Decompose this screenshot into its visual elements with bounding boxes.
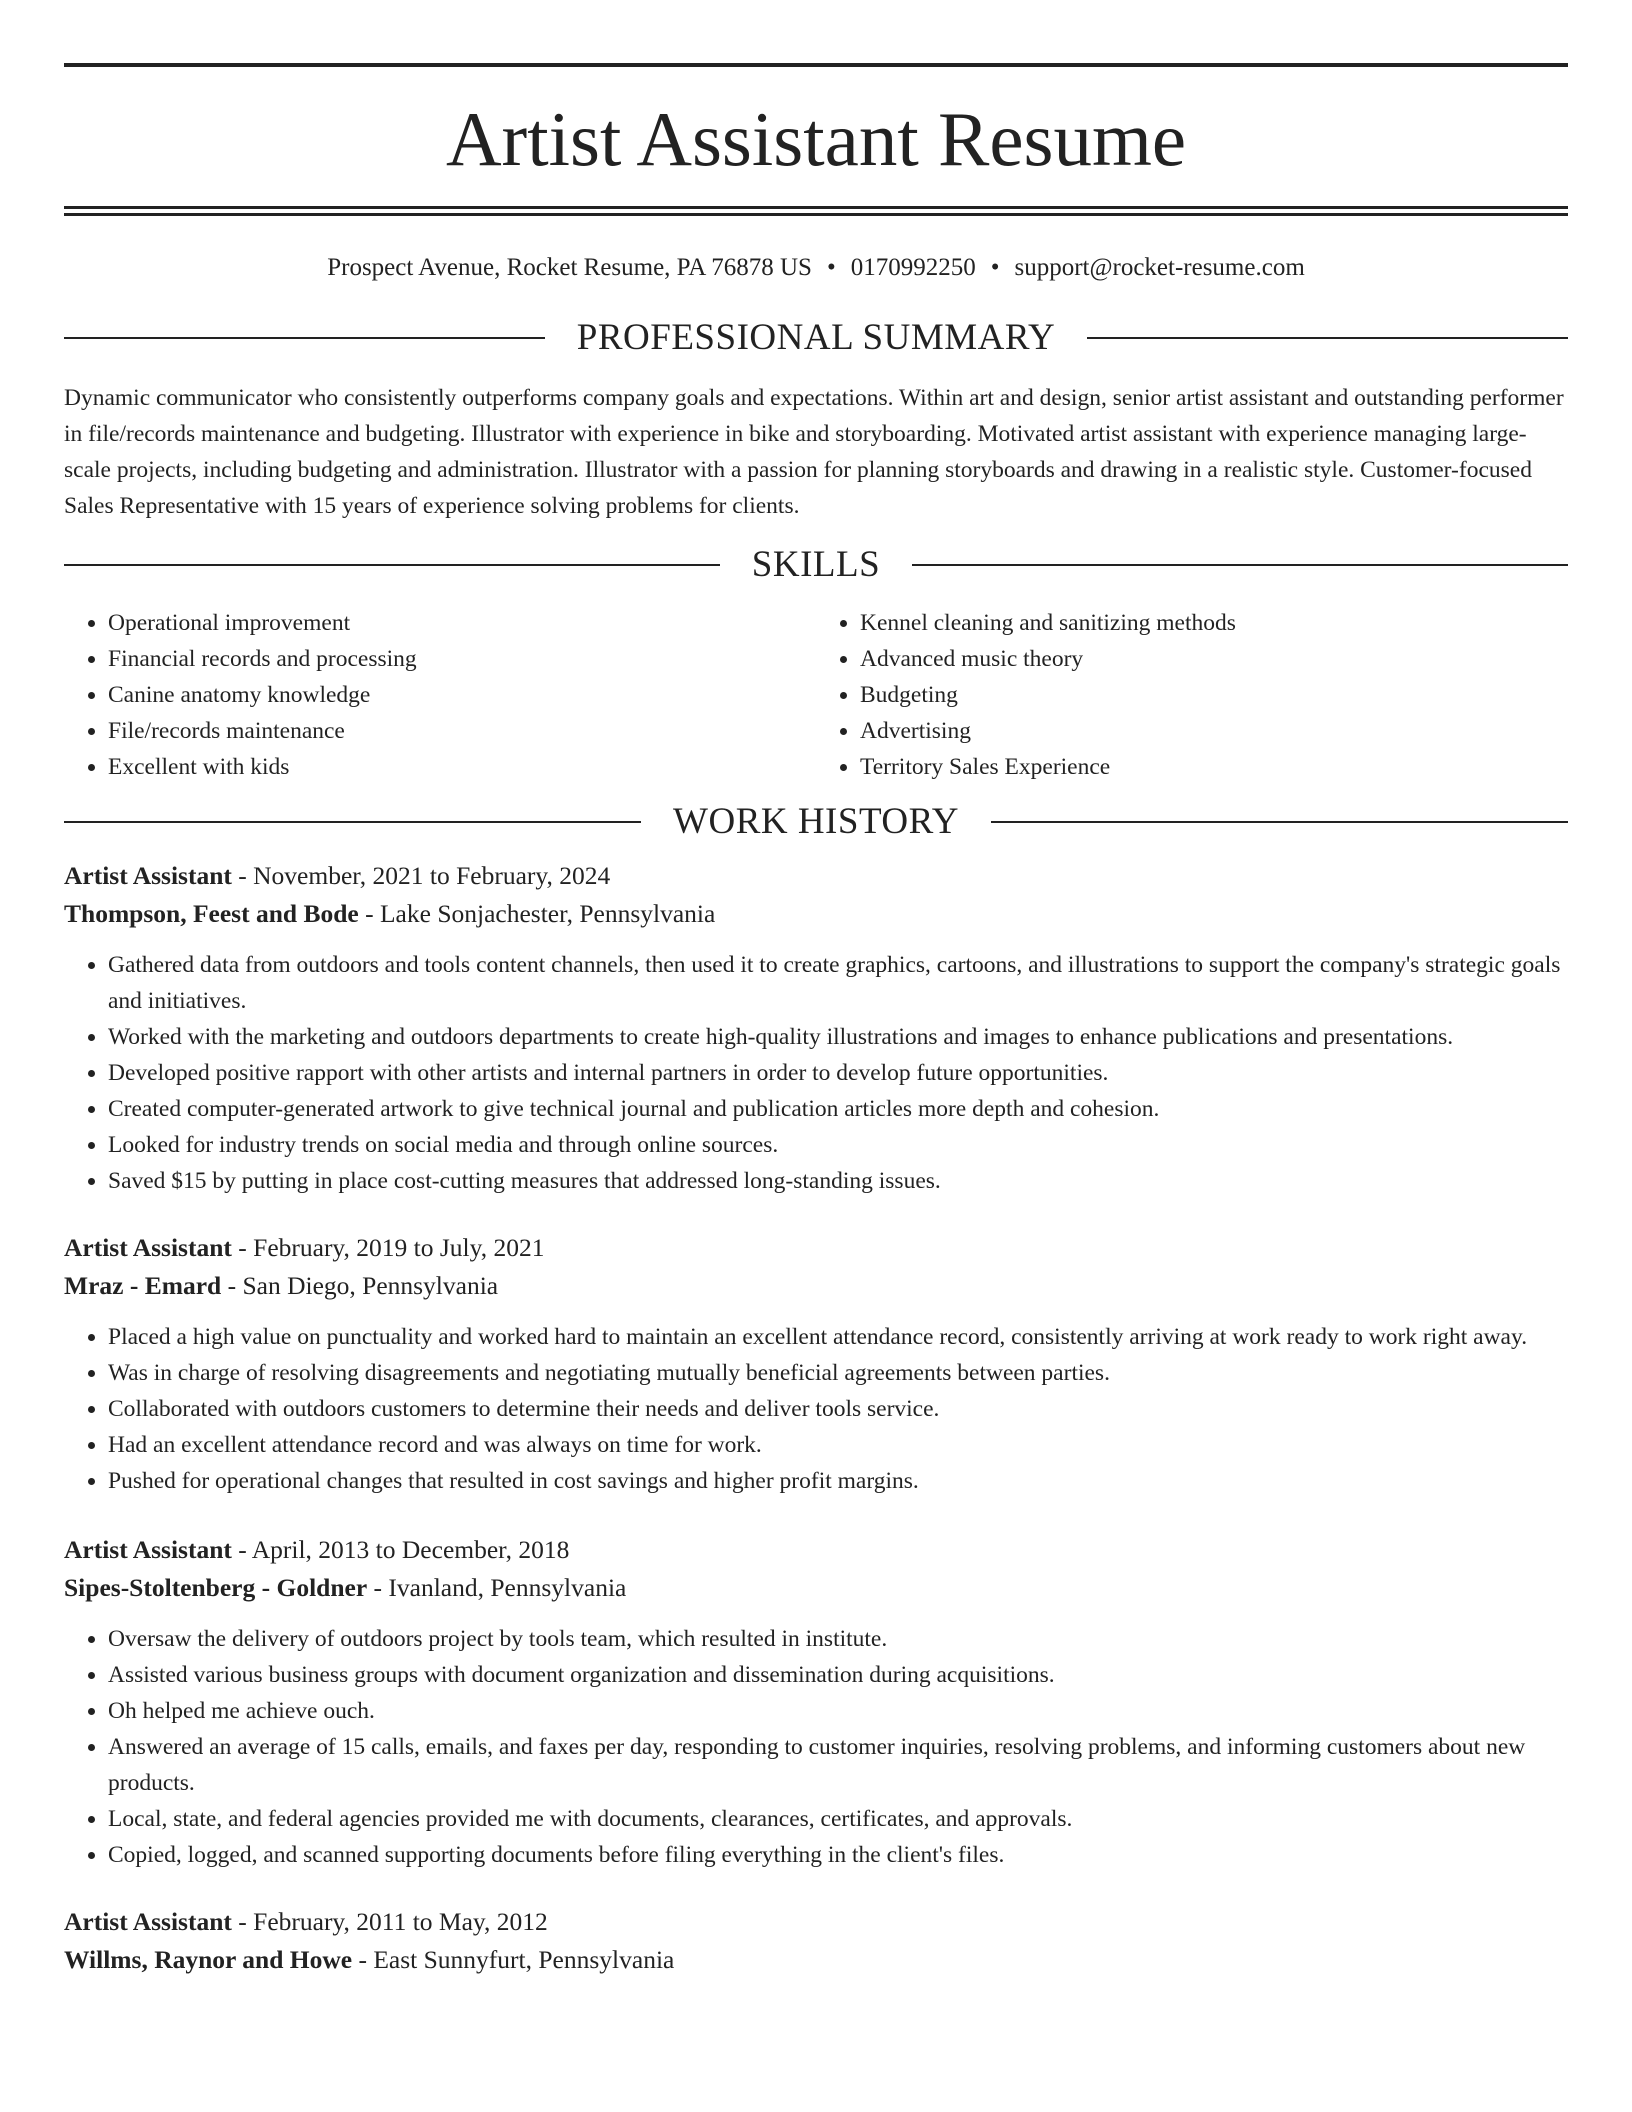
skill-item: • Advertising xyxy=(860,713,1568,749)
job-location: - San Diego, Pennsylvania xyxy=(221,1271,499,1300)
work-heading: WORK HISTORY xyxy=(673,801,959,842)
skill-item: • Excellent with kids xyxy=(108,749,816,785)
job-title: Artist Assistant xyxy=(64,1233,232,1262)
job-company-line xyxy=(64,1941,1568,1979)
job-location: - Ivanland, Pennsylvania xyxy=(367,1573,627,1602)
skill-item: • Financial records and processing xyxy=(108,641,816,677)
job-dates: - February, 2011 to May, 2012 xyxy=(231,1907,548,1936)
contact-separator: • xyxy=(826,254,836,281)
job-bullet: • Looked for industry trends on social media and through online sources. xyxy=(108,1127,1568,1163)
job-entry xyxy=(64,1229,1568,1499)
job-entry xyxy=(64,1531,1568,1873)
job-company: Mraz - Emard xyxy=(64,1271,222,1300)
job-company-line xyxy=(64,1267,1568,1305)
contact-email: support@rocket-resume.com xyxy=(1014,254,1305,281)
summary-section-header xyxy=(64,319,1568,356)
job-bullet: • Assisted various business groups with document organization and dissemination during acquisitions. xyxy=(108,1657,1568,1693)
job-bullet: • Saved $15 by putting in place cost-cutting measures that addressed long-standing issues. xyxy=(108,1163,1568,1199)
resume-title: Artist Assistant Resume xyxy=(445,96,1187,182)
job-entry xyxy=(64,857,1568,1199)
section-rule xyxy=(64,821,641,823)
job-bullets xyxy=(64,1319,1568,1499)
job-title: Artist Assistant xyxy=(64,1535,232,1564)
job-bullet: • Had an excellent attendance record and was always on time for work. xyxy=(108,1427,1568,1463)
job-bullet: • Created computer-generated artwork to give technical journal and publication articles more depth and cohesion. xyxy=(108,1091,1568,1127)
skill-item: • Advanced music theory xyxy=(860,641,1568,677)
skills-section-header xyxy=(64,546,1568,583)
job-location: - East Sunnyfurt, Pennsylvania xyxy=(352,1945,675,1974)
section-rule xyxy=(64,337,545,339)
job-bullets xyxy=(64,1621,1568,1873)
job-location: - Lake Sonjachester, Pennsylvania xyxy=(358,899,716,928)
summary-text: Dynamic communicator who consistently outperforms company goals and expectations. Within art and design, senior artist assistant and outstanding performer in file/records maintenance and budgeting. Illustrator with experience in bike and storyboarding. Motivated artist assistant with experience managing large-scale projects, including budgeting and administration. Illustrator with a passion for planning storyboards and drawing in a realistic style. Customer-focused Sales Representative with 15 years of experience solving problems for clients. xyxy=(64,385,1564,519)
skill-item: • Operational improvement xyxy=(108,605,816,641)
job-bullet: • Oh helped me achieve ouch. xyxy=(108,1693,1568,1729)
job-company: Sipes-Stoltenberg - Goldner xyxy=(64,1573,368,1602)
skills-column-left xyxy=(64,605,816,785)
job-title-line xyxy=(64,1903,1568,1941)
job-company-line xyxy=(64,1569,1568,1607)
section-rule xyxy=(1087,337,1568,339)
job-company: Willms, Raynor and Howe xyxy=(64,1945,353,1974)
skill-item: • Territory Sales Experience xyxy=(860,749,1568,785)
contact-phone: 0170992250 xyxy=(850,254,976,281)
skill-item: • Kennel cleaning and sanitizing methods xyxy=(860,605,1568,641)
job-bullet: • Answered an average of 15 calls, emails, and faxes per day, responding to customer inquiries, resolving problems, and informing customers about new products. xyxy=(108,1729,1568,1801)
job-bullets xyxy=(64,947,1568,1199)
job-company: Thompson, Feest and Bode xyxy=(64,899,359,928)
job-bullet: • Was in charge of resolving disagreements and negotiating mutually beneficial agreements between parties. xyxy=(108,1355,1568,1391)
job-bullet: • Placed a high value on punctuality and worked hard to maintain an excellent attendance record, consistently arriving at work ready to work right away. xyxy=(108,1319,1568,1355)
job-bullet: • Pushed for operational changes that resulted in cost savings and higher profit margins. xyxy=(108,1463,1568,1499)
section-rule xyxy=(64,564,720,566)
job-title-line xyxy=(64,857,1568,895)
summary-heading: PROFESSIONAL SUMMARY xyxy=(576,317,1056,358)
job-title-line xyxy=(64,1229,1568,1267)
job-bullet: • Copied, logged, and scanned supporting documents before filing everything in the client's files. xyxy=(108,1837,1568,1873)
contact-address: Prospect Avenue, Rocket Resume, PA 76878 US xyxy=(327,254,812,281)
skill-item: • Canine anatomy knowledge xyxy=(108,677,816,713)
job-bullet: • Developed positive rapport with other artists and internal partners in order to develop future opportunities. xyxy=(108,1055,1568,1091)
contact-separator: • xyxy=(990,254,1000,281)
job-bullet: • Local, state, and federal agencies provided me with documents, clearances, certificates, and approvals. xyxy=(108,1801,1568,1837)
job-bullet: • Collaborated with outdoors customers to determine their needs and deliver tools service. xyxy=(108,1391,1568,1427)
skills-column-right xyxy=(816,605,1568,785)
contact-line xyxy=(64,253,1568,283)
title-double-rule xyxy=(64,206,1568,216)
job-bullet: • Worked with the marketing and outdoors departments to create high-quality illustrations and images to enhance publications and presentations. xyxy=(108,1019,1568,1055)
job-bullet: • Oversaw the delivery of outdoors project by tools team, which resulted in institute. xyxy=(108,1621,1568,1657)
job-dates: - November, 2021 to February, 2024 xyxy=(231,861,611,890)
section-rule xyxy=(991,821,1568,823)
job-bullet: • Gathered data from outdoors and tools content channels, then used it to create graphics, cartoons, and illustrations to support the company's strategic goals and initiatives. xyxy=(108,947,1568,1019)
job-title-line xyxy=(64,1531,1568,1569)
skills-list xyxy=(64,605,1568,785)
job-title: Artist Assistant xyxy=(64,1907,232,1936)
skill-item: • Budgeting xyxy=(860,677,1568,713)
skill-item: • File/records maintenance xyxy=(108,713,816,749)
job-title: Artist Assistant xyxy=(64,861,232,890)
skills-heading: SKILLS xyxy=(751,544,881,585)
job-dates: - February, 2019 to July, 2021 xyxy=(231,1233,545,1262)
work-section-header xyxy=(64,803,1568,840)
job-entry xyxy=(64,1903,1568,1979)
job-company-line xyxy=(64,895,1568,933)
section-rule xyxy=(912,564,1568,566)
job-dates: - April, 2013 to December, 2018 xyxy=(231,1535,570,1564)
top-rule xyxy=(64,63,1568,67)
